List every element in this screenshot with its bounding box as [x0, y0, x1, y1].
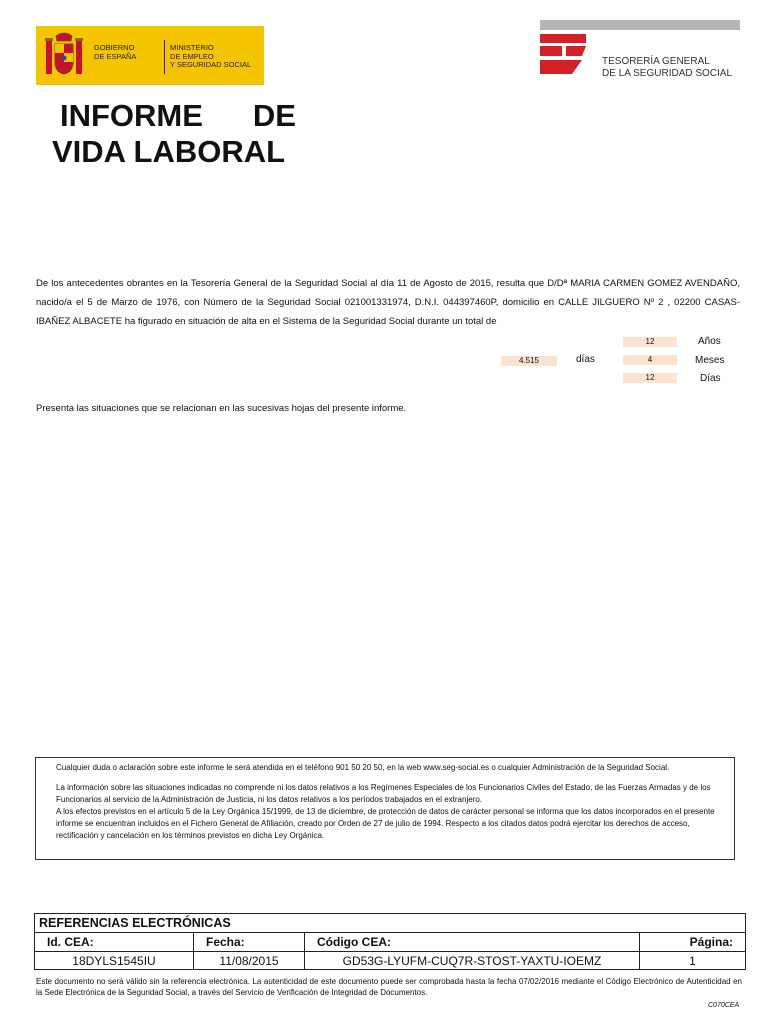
- electronic-references-table: [34, 913, 746, 970]
- days-value: 12: [623, 373, 677, 383]
- fecha-header: Fecha:: [194, 933, 305, 952]
- tgss-header-bar: [540, 20, 740, 30]
- months-value: 4: [623, 355, 677, 365]
- ministry-text-line: DE EMPLEO: [170, 51, 214, 61]
- tgss-text-line: TESORERÍA GENERAL: [602, 56, 710, 67]
- references-heading: REFERENCIAS ELECTRÓNICAS: [35, 914, 746, 933]
- total-days-value: 4.515: [501, 356, 557, 366]
- ministry-logo-text: [170, 44, 251, 70]
- title-word: INFORME: [60, 98, 203, 133]
- codigo-cea-value: GD53G-LYUFM-CUQ7R-STOST-YAXTU-IOEMZ: [305, 952, 640, 970]
- pagina-header: Página:: [640, 933, 746, 952]
- logo-divider: [164, 40, 165, 74]
- tgss-text-line: DE LA SEGURIDAD SOCIAL: [602, 67, 733, 79]
- info-box: [35, 757, 735, 860]
- info-contact-text: Cualquier duda o aclaración sobre este informe le será atendida en el teléfono 901 50 20 50, en la web www.seg-social.es o cualquier Administración de la Seguridad Social.: [56, 763, 670, 772]
- coat-of-arms-icon: [42, 32, 86, 79]
- fecha-value: 11/08/2015: [194, 952, 305, 970]
- tgss-logo-icon: [540, 34, 586, 74]
- intro-paragraph: De los antecedentes obrantes en la Tesorería General de la Seguridad Social al día 11 de Agosto de 2015, resulta que D/Dª MARIA CARMEN GOMEZ AVENDAÑO, nacido/a el 5 de Marzo de 1976, con Número de la Seguridad Social 021001331974, D.N.I. 044397460P, domicilio en CALLE JILGUERO Nº 2 , 02200 CASAS-IBAÑEZ ALBACETE ha figurado en situación de alta en el Sistema de la Seguridad Social durante un total de: [36, 278, 740, 327]
- gov-logo-text: [94, 44, 136, 61]
- years-value: 12: [623, 337, 677, 347]
- info-data-protection-text: A los efectos previstos en el artículo 5 de la Ley Orgánica 15/1999, de 13 de diciembre, de protección de datos de carácter personal se informa que los datos incorporados en el presente informe se encuentran incluidos en el Fichero General de Afiliación, creado por Orden de 27 de julio de 1994. Respecto a los citados datos podrá ejercitar los derechos de acceso, rectificación y cancelación en los términos previstos en dicha Ley Orgánica.: [56, 807, 715, 840]
- years-label: Años: [698, 336, 721, 347]
- title-word: DE: [252, 98, 296, 133]
- codigo-cea-header: Código CEA:: [305, 933, 640, 952]
- tgss-logo-text: [602, 56, 732, 79]
- gov-text-line: DE ESPAÑA: [94, 51, 137, 61]
- days-label: Días: [700, 373, 721, 384]
- situations-note: Presenta las situaciones que se relacionan en las sucesivas hojas del presente informe.: [36, 403, 407, 414]
- info-scope-text: La información sobre las situaciones indicadas no comprende ni los datos relativos a los Regímenes Especiales de los Funcionarios Civiles del Estado, de las Fuerzas Armadas y de los Funcionarios al servicio de la Administración de Justicia, ni los datos relativos a los períodos trabajados en el extranjero.: [56, 783, 711, 804]
- total-days-label: días: [576, 354, 595, 365]
- document-title: [52, 98, 312, 170]
- months-label: Meses: [695, 355, 725, 366]
- pagina-value: 1: [640, 952, 746, 970]
- gov-text-line: GOBIERNO: [94, 43, 135, 52]
- validity-footer-note: Este documento no será válido sin la referencia electrónica. La autenticidad de este documento puede ser comprobada hasta la fecha 07/02/2016 mediante el Código Electrónico de Autenticidad en la Sede Electrónica de la Seguridad Social, a través del Servicio de Verificación de Integridad de Documentos.: [36, 977, 742, 997]
- ministry-text-line: MINISTERIO: [170, 43, 214, 52]
- title-line: VIDA LABORAL: [52, 134, 286, 169]
- id-cea-header: Id. CEA:: [35, 933, 194, 952]
- ministry-text-line: Y SEGURIDAD SOCIAL: [170, 60, 252, 69]
- gobierno-de-espana-logo: [36, 26, 264, 85]
- form-code: C070CEA: [708, 1002, 740, 1009]
- id-cea-value: 18DYLS1545IU: [35, 952, 194, 970]
